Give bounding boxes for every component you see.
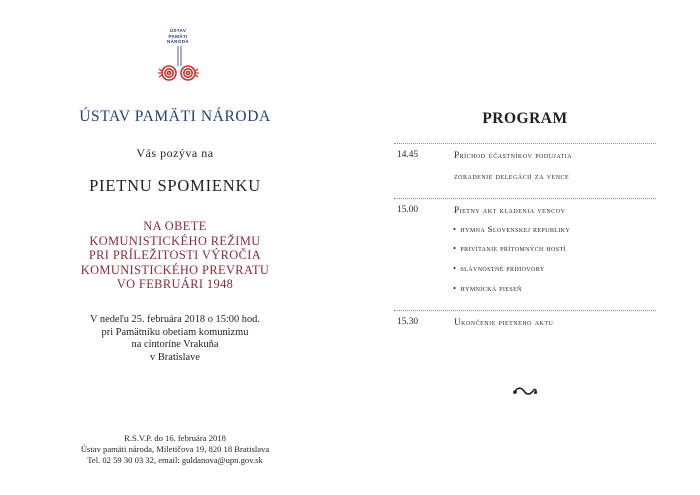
- event-city: v Bratislave: [150, 351, 200, 363]
- bullet-text: slávnostné príhovory: [460, 263, 545, 273]
- dedication-text: [60, 219, 290, 292]
- dedication-line: KOMUNISTICKÉHO REŽIMU: [89, 233, 261, 248]
- dedication-line: KOMUNISTICKÉHO PREVRATU: [80, 262, 270, 277]
- event-date-time: V nedeľu 25. februára 2018 o 15:00 hod.: [90, 314, 260, 325]
- program-time: 15.30: [397, 317, 419, 327]
- program-bullet-item: [453, 283, 522, 293]
- program-item: Pietny akt kladenia vencov: [454, 205, 566, 215]
- event-details: [60, 314, 290, 364]
- event-cemetery: na cintoríne Vrakuňa: [131, 339, 219, 351]
- program-bullet-item: [453, 243, 566, 253]
- bullet-text: hymna Slovenskej republiky: [460, 224, 571, 234]
- upn-logo: [148, 28, 208, 86]
- program-time: 15.00: [397, 205, 419, 215]
- logo-line-3: NÁRODA: [167, 39, 189, 44]
- program-divider: [394, 310, 656, 311]
- event-place: pri Pamätníku obetiam komunizmu: [101, 326, 249, 338]
- program-divider: [394, 143, 656, 144]
- organization-title: ÚSTAV PAMÄTI NÁRODA: [79, 108, 271, 125]
- bullet-text: privítanie prítomných hostí: [460, 243, 566, 253]
- program-time: 14.45: [397, 150, 419, 160]
- bullet-icon: •: [453, 283, 457, 293]
- program-item: Príchod účastníkov podujatia: [454, 150, 573, 160]
- program-item: zoradenie delegácií za vence: [454, 171, 570, 181]
- logo-emblem-icon: [148, 28, 208, 86]
- dedication-line: NA OBETE: [143, 219, 207, 233]
- rsvp-deadline: R.S.V.P. do 16. februára 2018: [124, 433, 226, 443]
- ornament-icon: [512, 385, 538, 399]
- bullet-text: hymnická pieseň: [460, 283, 522, 293]
- invitation-phrase: Vás pozýva na: [136, 146, 214, 160]
- rsvp-block: [40, 433, 310, 465]
- event-title: PIETNU SPOMIENKU: [89, 176, 261, 195]
- program-bullet-item: [453, 224, 570, 234]
- dedication-line: PRI PRÍLEŽITOSTI VÝROČIA: [88, 248, 262, 263]
- logo-line-1: ÚSTAV: [169, 28, 187, 33]
- logo-line-2: PAMÄTI: [168, 33, 188, 39]
- program-title: PROGRAM: [482, 110, 568, 127]
- bullet-icon: •: [453, 224, 457, 234]
- rsvp-contact: Tel. 02 59 30 03 32, email: guldanova@upn.gov.sk: [87, 454, 263, 465]
- program-panel: [350, 0, 700, 495]
- bullet-icon: •: [453, 263, 457, 273]
- program-item: Ukončenie pietneho aktu: [454, 317, 554, 327]
- dedication-line: VO FEBRUÁRI 1948: [116, 277, 234, 292]
- program-bullet-item: [453, 263, 545, 273]
- rsvp-address: Ústav pamäti národa, Miletičova 19, 820 18 Bratislava: [80, 443, 270, 454]
- bullet-icon: •: [453, 243, 457, 253]
- program-divider: [394, 198, 656, 199]
